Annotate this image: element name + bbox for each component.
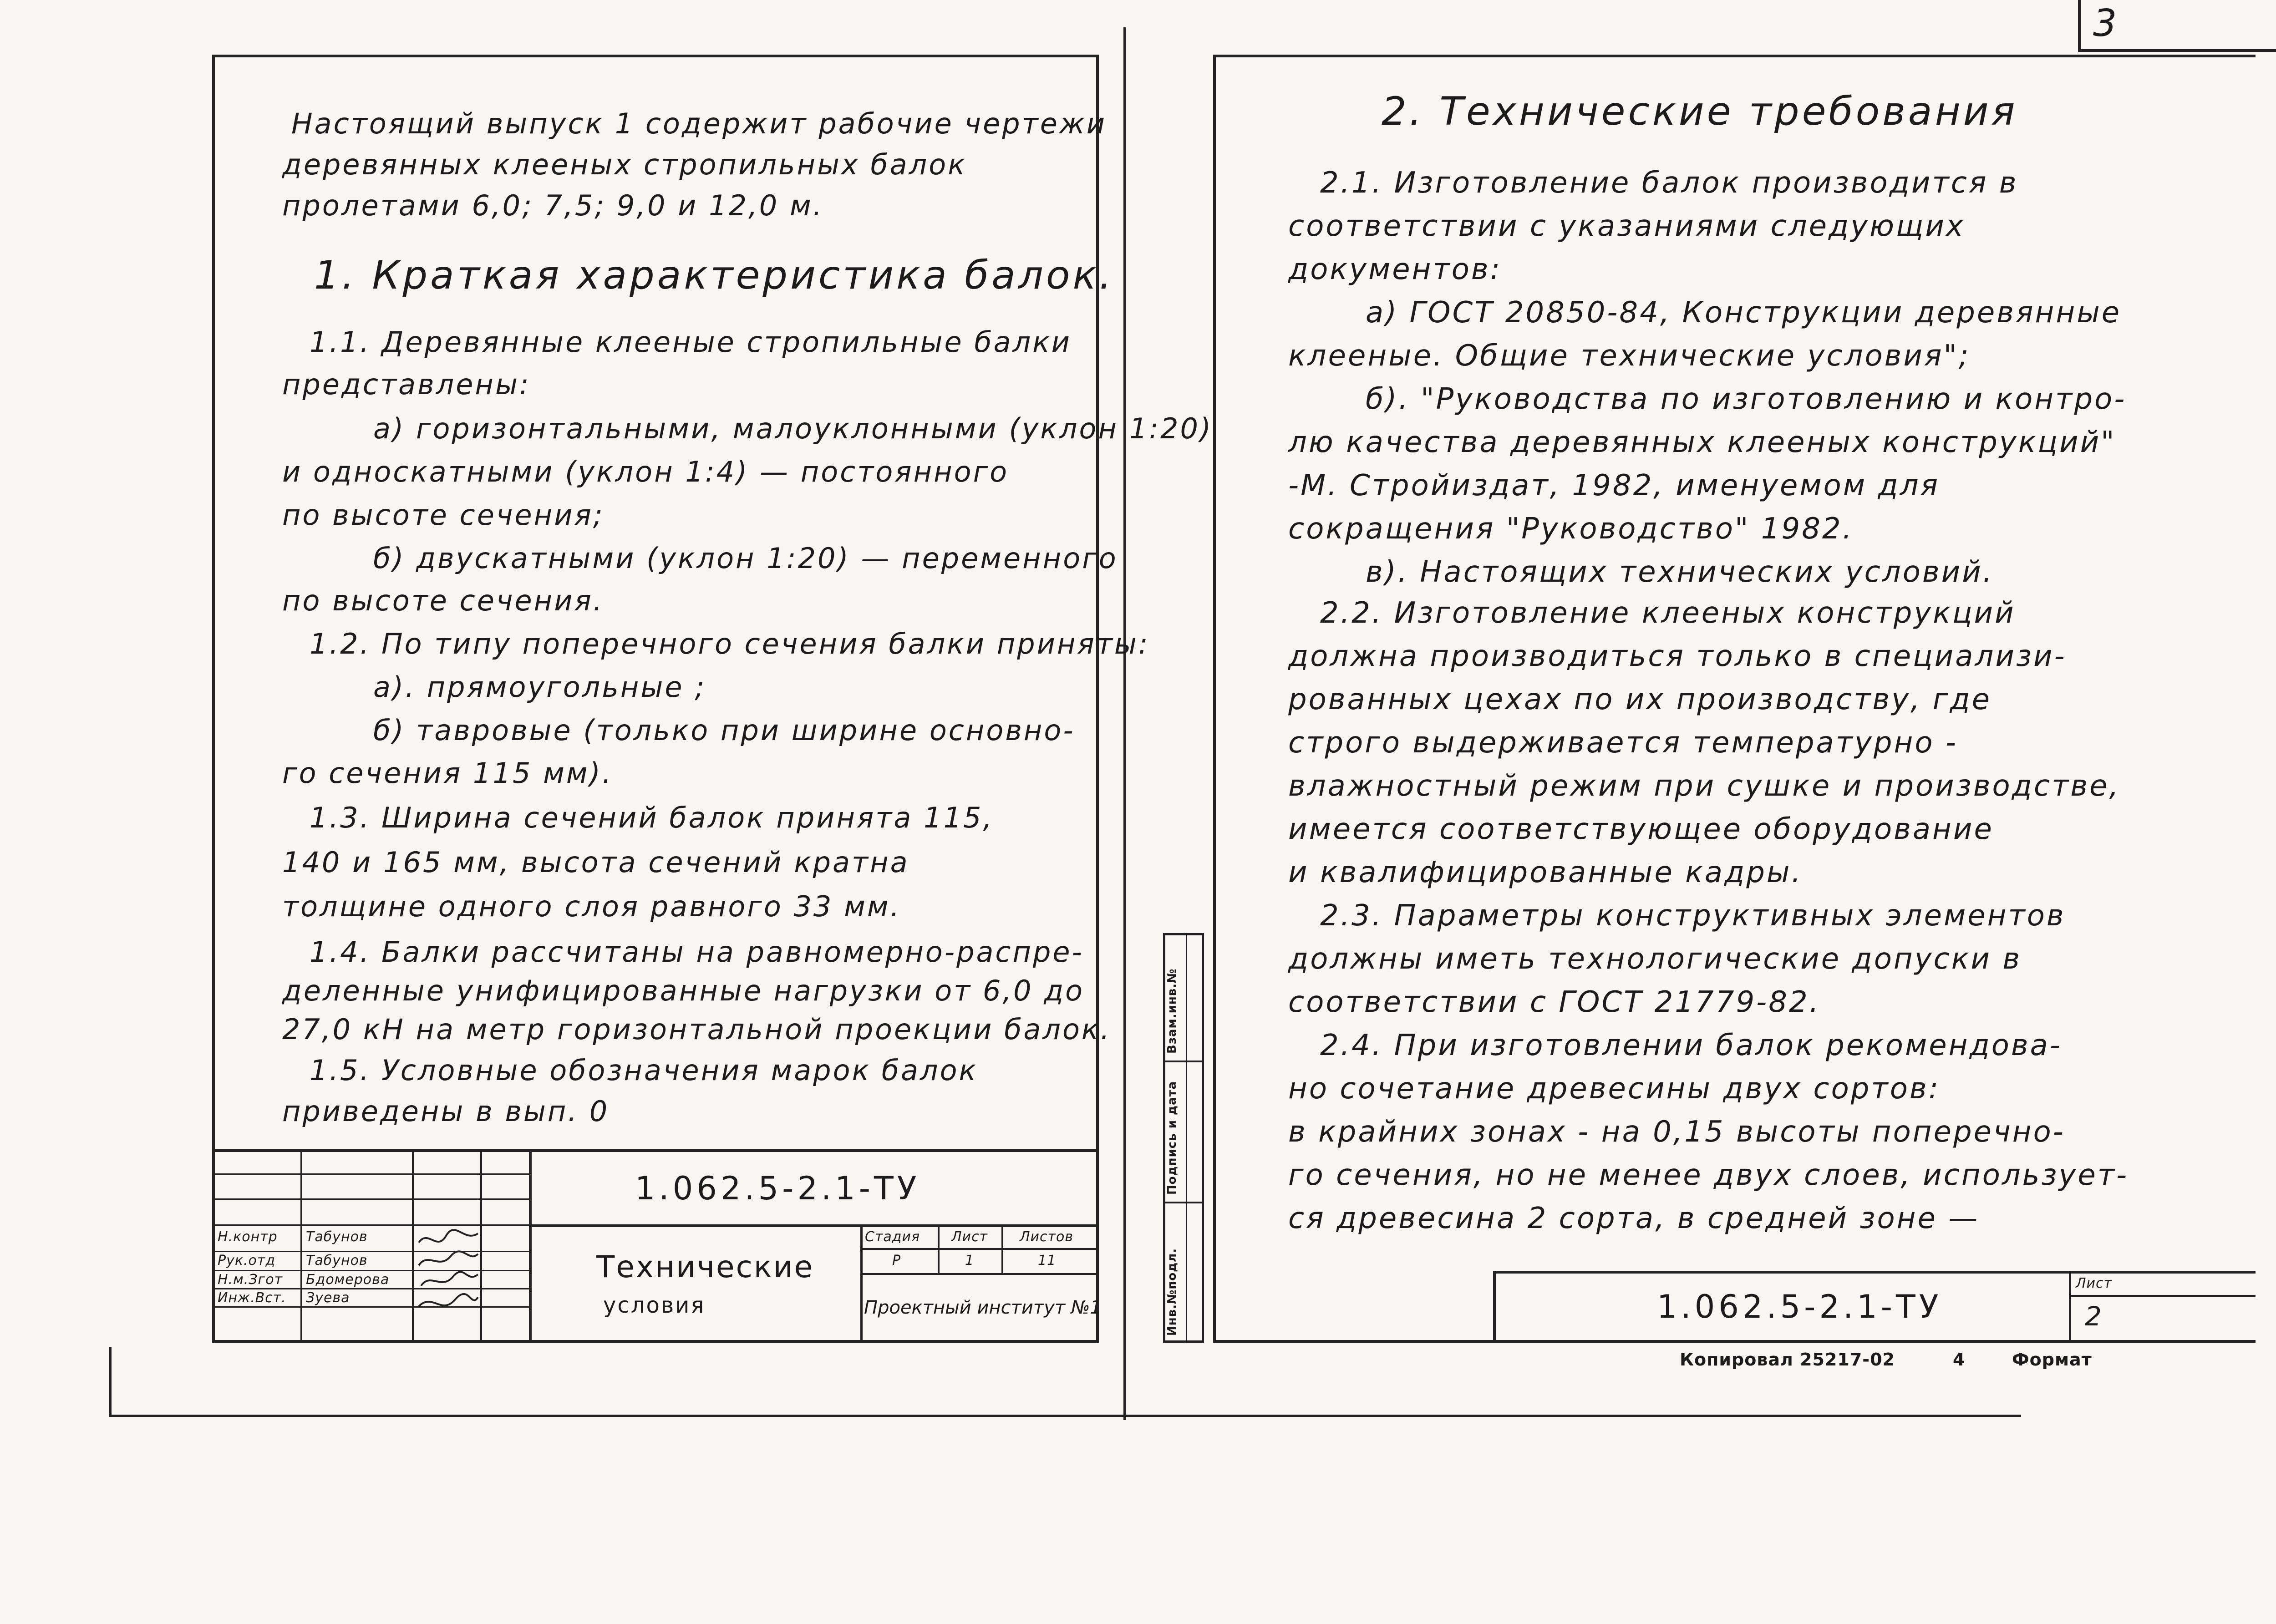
right-line: 2.4. При изготовлении балок рекомендова- (1320, 1029, 2062, 1062)
intro-line-3: пролетами 6,0; 7,5; 9,0 и 12,0 м. (282, 189, 824, 222)
sheet-value: 1 (965, 1253, 975, 1269)
right-line: строго выдерживается температурно - (1288, 726, 1958, 760)
side-strip-label: Подпись и дата (1165, 1081, 1179, 1195)
right-line: соответствии с ГОСТ 21779-82. (1288, 985, 1821, 1019)
left-line: по высоте сечения; (282, 498, 605, 532)
right-line: а) ГОСТ 20850-84, Конструкции деревянные (1366, 296, 2122, 330)
right-line: ся древесина 2 сорта, в средней зоне — (1288, 1202, 1980, 1235)
stamp-name: Табунов (306, 1253, 368, 1269)
left-line: 1.2. По типу поперечного сечения балки приняты: (310, 627, 1150, 660)
left-line: деленные унифицированные нагрузки от 6,0 до (282, 974, 1085, 1007)
stamp-role: Н.контр (218, 1229, 278, 1245)
left-line: 1.4. Балки рассчитаны на равномерно-распре- (310, 935, 1084, 969)
sheet-label: Лист (951, 1229, 988, 1245)
right-sheet-value: 2 (2085, 1301, 2102, 1332)
format-label: Формат (2012, 1350, 2092, 1370)
stamp-name: Бдомерова (306, 1272, 390, 1288)
right-line: но сочетание древесины двух сортов: (1288, 1072, 1941, 1106)
right-line: 2.3. Параметры конструктивных элементов (1320, 899, 2066, 933)
left-stamp-code: 1.062.5-2.1-ТУ (635, 1170, 920, 1207)
right-line: и квалифицированные кадры. (1288, 856, 1803, 889)
copied-by: Копировал 25217-02 (1680, 1350, 1895, 1370)
left-stamp-subtitle: условия (603, 1293, 706, 1318)
stamp-role: Рук.отд (218, 1253, 276, 1269)
left-line: 27,0 кН на метр горизонтальной проекции балок. (282, 1013, 1112, 1046)
sheets-label: Листов (1020, 1229, 1074, 1245)
left-line: толщине одного слоя равного 33 мм. (282, 890, 901, 923)
left-line: 1.1. Деревянные клееные стропильные балки (310, 325, 1072, 359)
left-line: по высоте сечения. (282, 584, 604, 617)
stamp-name: Табунов (306, 1229, 368, 1245)
right-line: влажностный режим при сушке и производстве, (1288, 769, 2120, 803)
left-line: 1.5. Условные обозначения марок балок (310, 1054, 978, 1087)
right-line: имеется соответствующее оборудование (1288, 812, 1994, 846)
right-line: -М. Стройиздат, 1982, именуемом для (1288, 469, 1940, 502)
left-line: и односкатными (уклон 1:4) — постоянного (282, 455, 1009, 488)
signatures (414, 1224, 483, 1343)
bottom-rule (109, 1415, 2021, 1417)
right-line: го сечения, но не менее двух слоев, использует- (1288, 1158, 2129, 1192)
right-line: в). Настоящих технических условий. (1366, 555, 1994, 589)
stage-value: Р (892, 1253, 901, 1269)
right-sheet-label: Лист (2076, 1275, 2113, 1291)
right-section-title: 2. Технические требования (1382, 89, 2018, 134)
right-line: рованных цехах по их производству, где (1288, 683, 1992, 716)
stage-label: Стадия (865, 1229, 920, 1245)
org-name: Проектный институт №1 (864, 1297, 1102, 1318)
intro-line-1: Настоящий выпуск 1 содержит рабочие чертежи (291, 107, 1107, 140)
right-line: должна производиться только в специализи- (1288, 639, 2067, 673)
left-line: 140 и 165 мм, высота сечений кратна (282, 846, 909, 879)
right-line: лю качества деревянных клееных конструкций" (1288, 426, 2116, 459)
left-line: приведены в вып. 0 (282, 1095, 610, 1128)
intro-line-2: деревянных клееных стропильных балок (282, 148, 967, 181)
left-line: представлены: (282, 368, 531, 401)
right-line: 2.1. Изготовление балок производится в (1320, 166, 2018, 200)
right-line: 2.2. Изготовление клееных конструкций (1320, 596, 2016, 630)
right-stamp-code: 1.062.5-2.1-ТУ (1657, 1288, 1942, 1325)
right-line: должны иметь технологические допуски в (1288, 942, 2022, 976)
side-strip-label: Взам.инв.№ (1165, 968, 1179, 1054)
footer-number: 4 (1953, 1350, 1966, 1370)
right-line: соответствии с указаниями следующих (1288, 209, 1965, 243)
left-section-title: 1. Краткая характеристика балок. (314, 253, 1114, 298)
right-line: в крайних зонах - на 0,15 высоты поперечно- (1288, 1115, 2065, 1149)
fold-line (1123, 27, 1126, 1420)
page-number: 3 (2093, 2, 2117, 45)
stamp-role: Н.м.Згот (218, 1272, 283, 1288)
left-line: а) горизонтальными, малоуклонными (уклон 1:20) (373, 412, 1213, 445)
left-line: б) двускатными (уклон 1:20) — переменного (373, 542, 1118, 575)
stamp-role: Инж.Вст. (218, 1290, 286, 1306)
side-strip-label: Инв.№подл. (1165, 1248, 1179, 1336)
sheets-value: 11 (1038, 1253, 1057, 1269)
right-line: документов: (1288, 253, 1502, 286)
right-line: б). "Руководства по изготовлению и контро- (1366, 382, 2127, 416)
right-line: клееные. Общие технические условия"; (1288, 339, 1971, 373)
left-line: б) тавровые (только при ширине основно- (373, 714, 1075, 747)
left-line: 1.3. Ширина сечений балок принята 115, (310, 801, 994, 834)
right-line: сокращения "Руководство" 1982. (1288, 512, 1854, 546)
left-stamp-title: Технические (596, 1249, 814, 1284)
stamp-name: Зуева (306, 1290, 350, 1306)
left-line: го сечения 115 мм). (282, 756, 613, 790)
left-line: а). прямоугольные ; (373, 670, 706, 704)
